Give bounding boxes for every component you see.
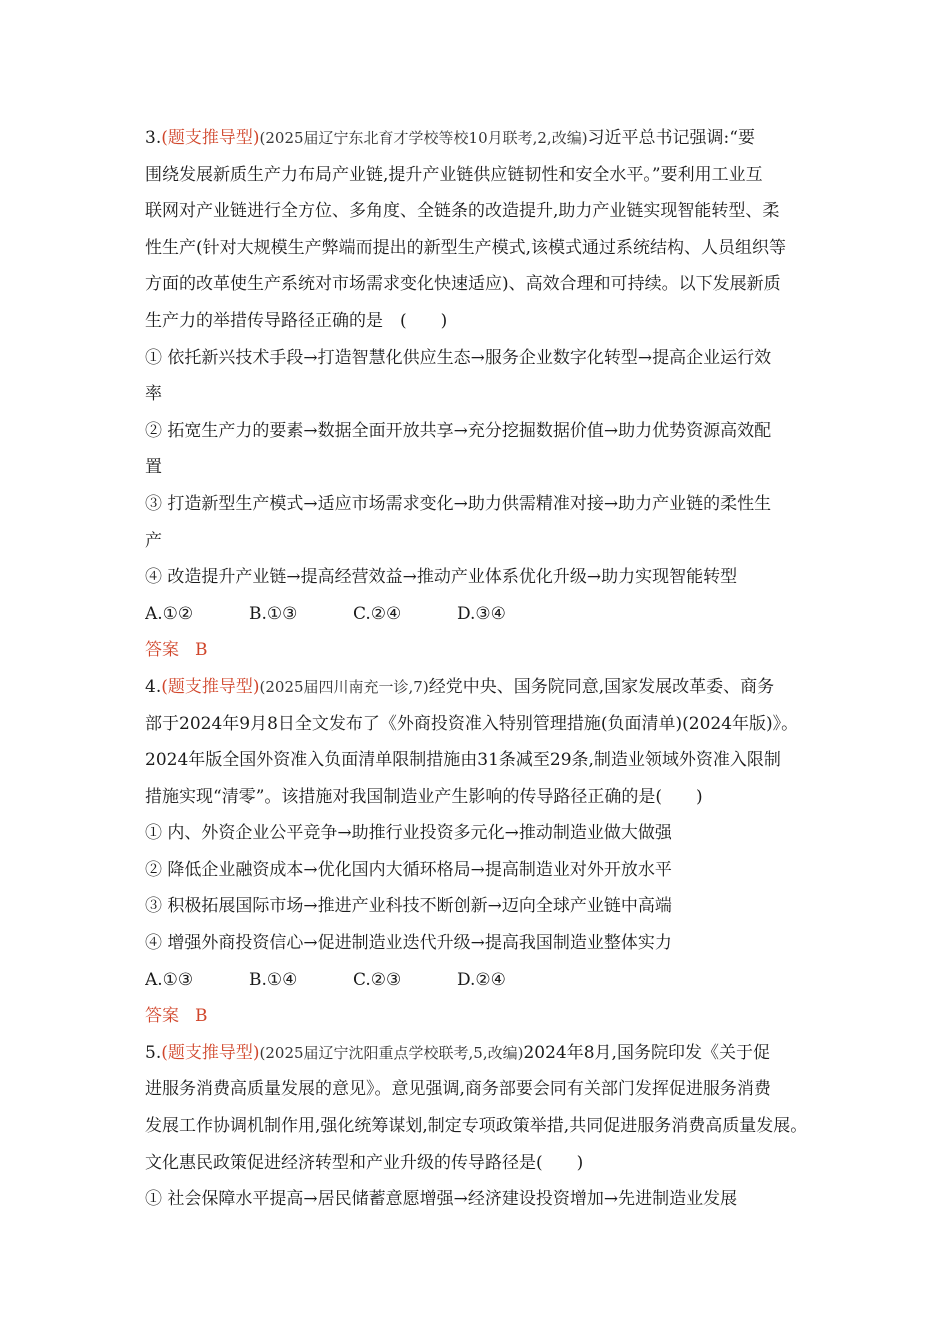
- question-text: 发展工作协调机制作用,强化统筹谋划,制定专项政策举措,共同促进服务消费高质量发展。: [145, 1116, 808, 1137]
- answer-line: [145, 998, 835, 1035]
- question-source: (2025届辽宁沈阳重点学校联考,5,改编): [259, 1043, 524, 1062]
- question-text: 进服务消费高质量发展的意见》。意见强调,商务部要会同有关部门发挥促进服务消费: [145, 1079, 771, 1100]
- q4-first-line: [145, 669, 835, 706]
- question-text: 2024年8月,国务院印发《关于促: [523, 1042, 770, 1063]
- option-a[interactable]: A.①③: [145, 969, 194, 990]
- answer-options: [145, 596, 835, 633]
- question-text: 联网对产业链进行全方位、多角度、全链条的改造提升,助力产业链实现智能转型、柔: [145, 201, 780, 222]
- q3-first-line: [145, 120, 835, 157]
- statement-item: 率: [145, 384, 162, 405]
- option-c[interactable]: C.②④: [353, 603, 402, 624]
- question-number: 3.: [145, 128, 162, 148]
- statement-item: ④ 增强外商投资信心→促进制造业迭代升级→提高我国制造业整体实力: [145, 933, 672, 954]
- question-text: 方面的改革使生产系统对市场需求变化快速适应)、高效合理和可持续。以下发展新质: [145, 274, 781, 295]
- statement-item: ② 降低企业融资成本→优化国内大循环格局→提高制造业对外开放水平: [145, 859, 672, 880]
- question-source: (2025届四川南充一诊,7): [259, 677, 429, 696]
- question-type-tag: (题支推导型): [161, 1042, 260, 1063]
- question-source: (2025届辽宁东北育才学校等校10月联考,2,改编): [259, 129, 588, 147]
- document-body: [145, 120, 835, 1218]
- statement-item: ② 拓宽生产力的要素→数据全面开放共享→充分挖掘数据价值→助力优势资源高效配: [145, 420, 772, 441]
- question-text: 文化惠民政策促进经济转型和产业升级的传导路径是( ): [145, 1152, 584, 1173]
- question-text: 生产力的举措传导路径正确的是 ( ): [145, 310, 448, 331]
- statement-item: ① 依托新兴技术手段→打造智慧化供应生态→服务企业数字化转型→提高企业运行效: [145, 347, 772, 368]
- question-number: 5.: [145, 1042, 162, 1063]
- answer-value: B: [195, 640, 208, 661]
- question-text: 围绕发展新质生产力布局产业链,提升产业链供应链韧性和安全水平。”要利用工业互: [145, 164, 763, 185]
- statement-item: ③ 打造新型生产模式→适应市场需求变化→助力供需精准对接→助力产业链的柔性生: [145, 493, 772, 514]
- answer-line: [145, 632, 835, 669]
- option-b[interactable]: B.①④: [249, 969, 298, 990]
- statement-item: 置: [145, 457, 162, 478]
- option-d[interactable]: D.②④: [457, 969, 506, 990]
- q5-first-line: [145, 1035, 835, 1072]
- question-type-tag: (题支推导型): [161, 676, 260, 697]
- answer-value: B: [195, 1006, 208, 1027]
- question-text: 经党中央、国务院同意,国家发展改革委、商务: [428, 676, 775, 697]
- statement-item: ① 社会保障水平提高→居民储蓄意愿增强→经济建设投资增加→先进制造业发展: [145, 1189, 738, 1210]
- question-text: 习近平总书记强调:“要: [587, 128, 755, 148]
- question-text: 性生产(针对大规模生产弊端而提出的新型生产模式,该模式通过系统结构、人员组织等: [145, 237, 787, 258]
- statement-item: ③ 积极拓展国际市场→推进产业科技不断创新→迈向全球产业链中高端: [145, 896, 672, 917]
- statement-item: 产: [145, 530, 162, 551]
- statement-item: ④ 改造提升产业链→提高经营效益→推动产业体系优化升级→助力实现智能转型: [145, 567, 738, 588]
- option-b[interactable]: B.①③: [249, 603, 298, 624]
- question-number: 4.: [145, 676, 162, 697]
- option-a[interactable]: A.①②: [145, 603, 194, 624]
- answer-label: 答案: [145, 1006, 179, 1027]
- question-text: 部于2024年9月8日全文发布了《外商投资准入特别管理措施(负面清单)(2024年版)》。: [145, 713, 799, 734]
- statement-item: ① 内、外资企业公平竞争→助推行业投资多元化→推动制造业做大做强: [145, 823, 672, 844]
- question-text: 措施实现“清零”。该措施对我国制造业产生影响的传导路径正确的是( ): [145, 786, 703, 807]
- question-type-tag: (题支推导型): [161, 128, 260, 148]
- answer-label: 答案: [145, 640, 179, 661]
- answer-options: [145, 962, 835, 999]
- option-c[interactable]: C.②③: [353, 969, 402, 990]
- question-text: 2024年版全国外资准入负面清单限制措施由31条减至29条,制造业领域外资准入限制: [145, 750, 781, 771]
- option-d[interactable]: D.③④: [457, 603, 506, 624]
